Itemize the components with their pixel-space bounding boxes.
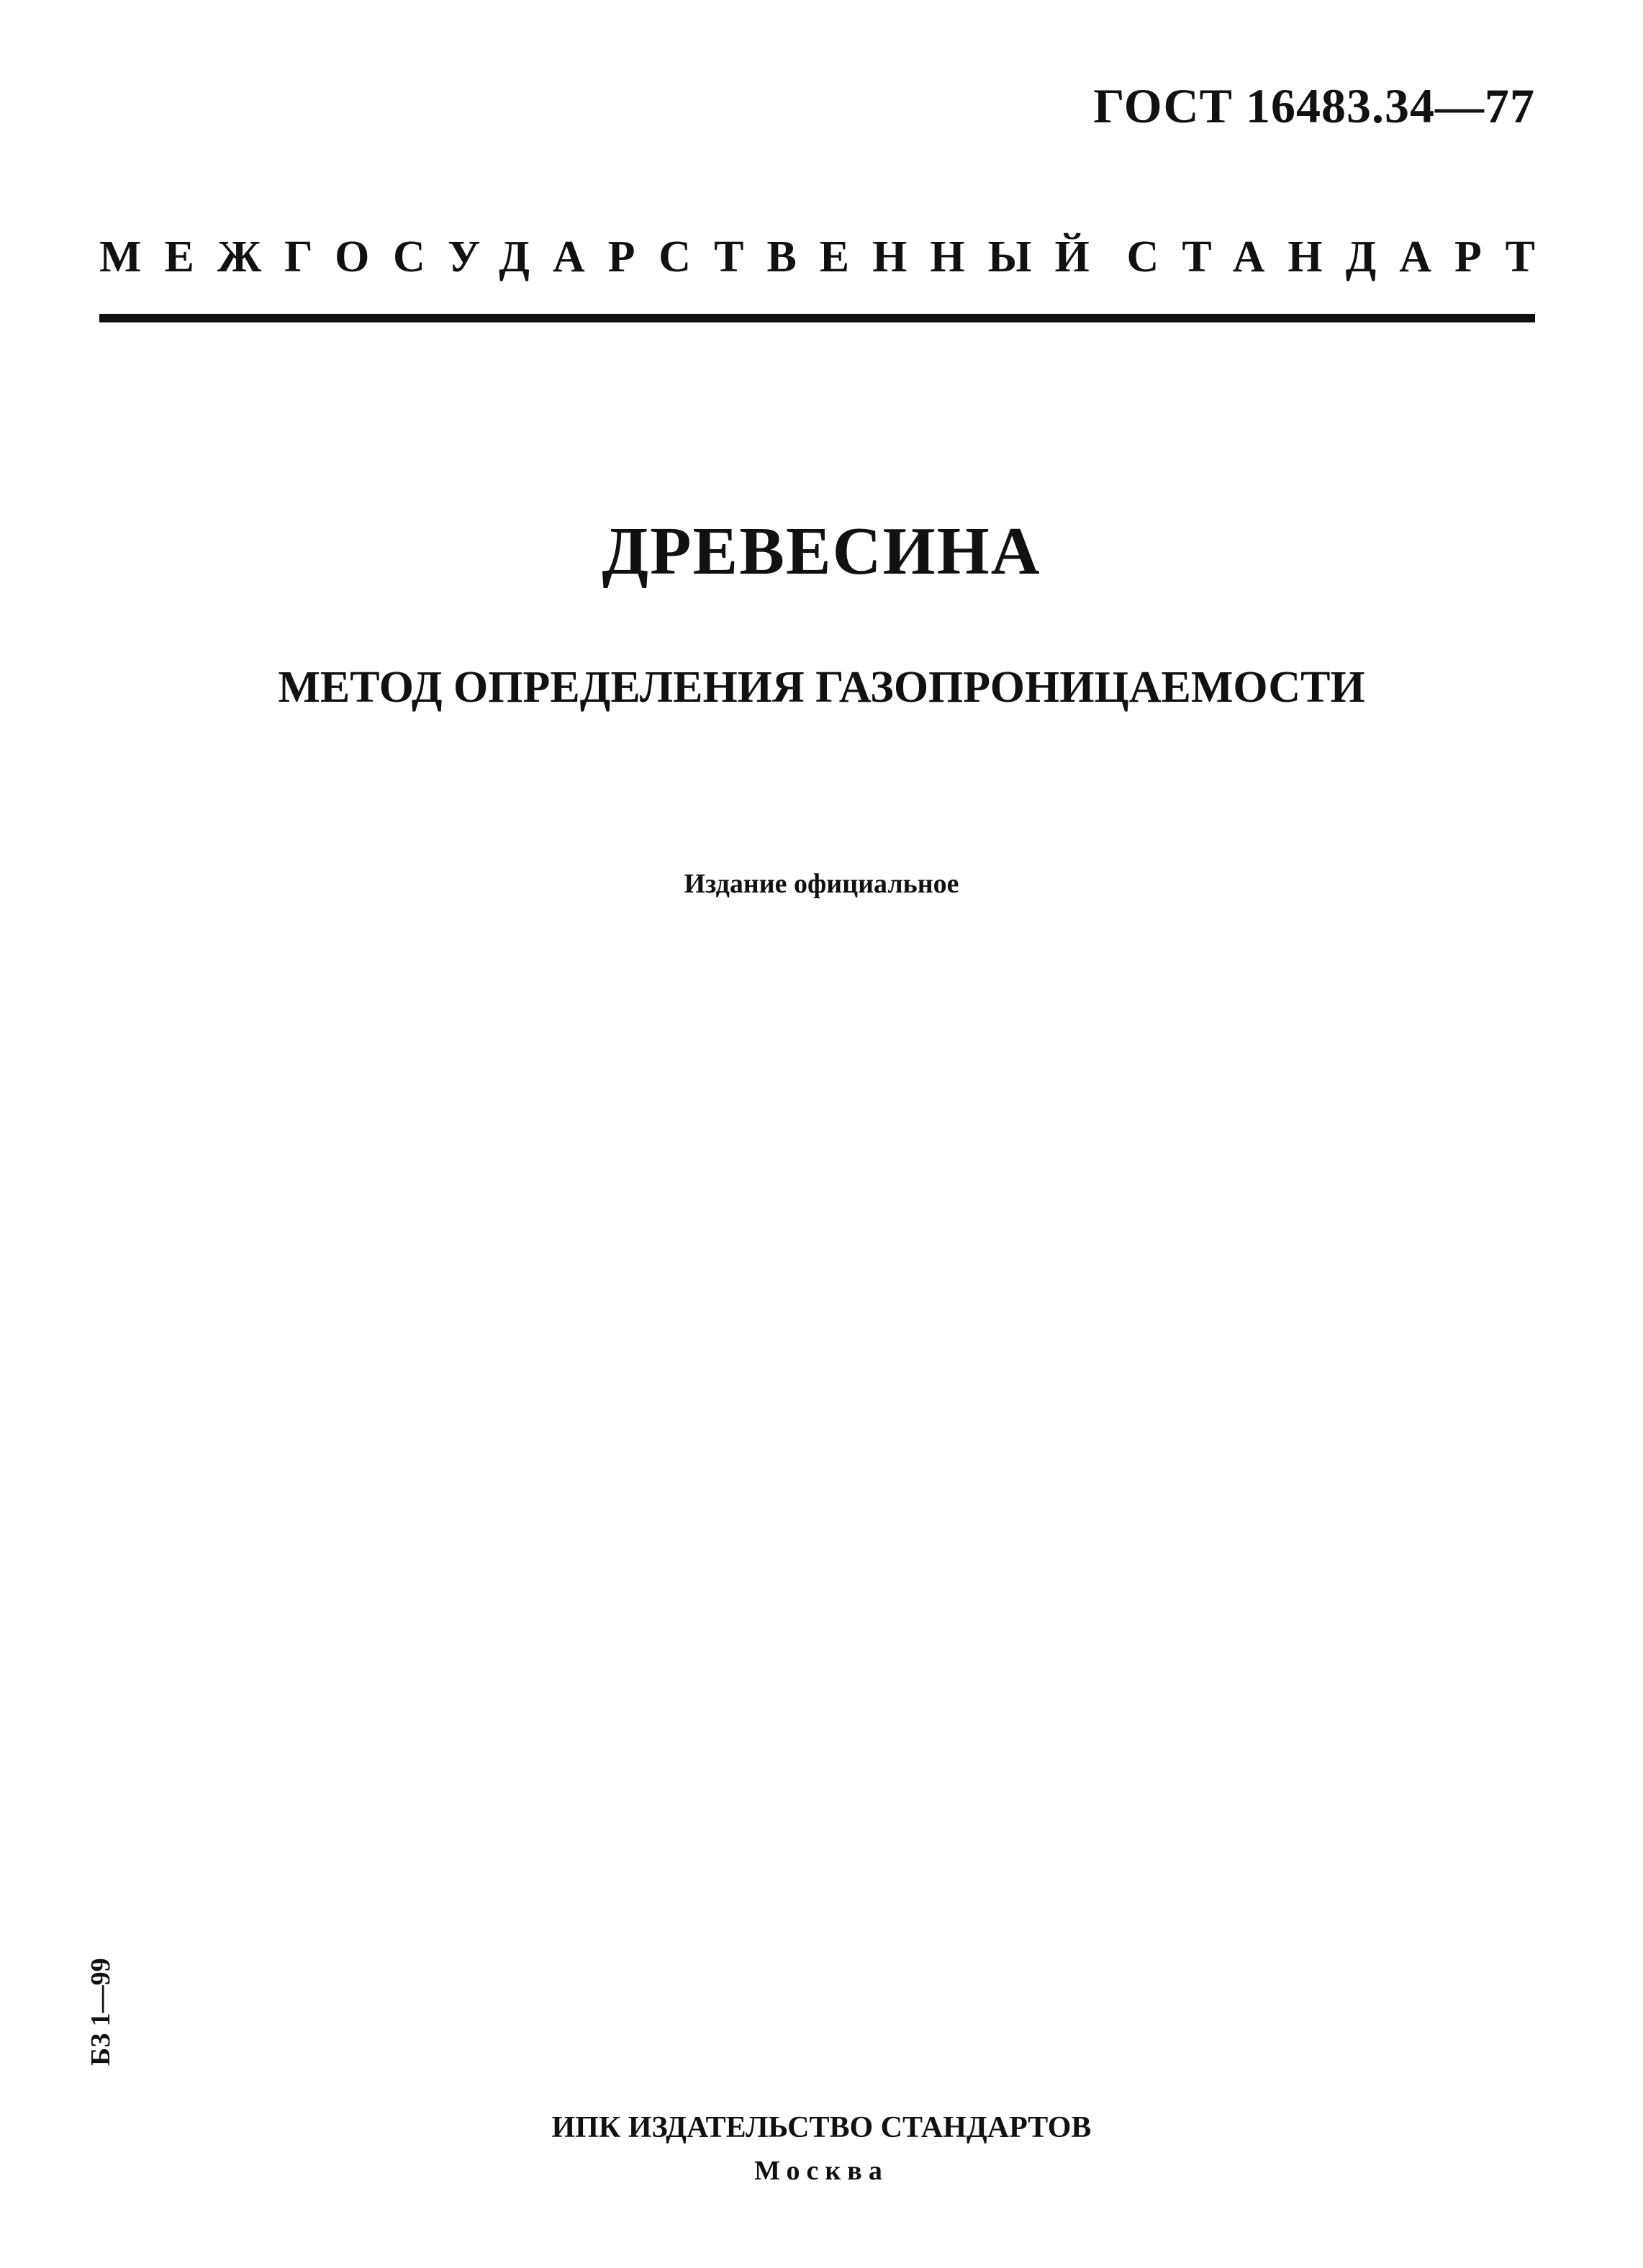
standard-type-word-standard: СТАНДАРТ: [1126, 232, 1558, 281]
side-code: БЗ 1—99: [86, 1958, 116, 2066]
publisher-name: ИПК ИЗДАТЕЛЬСТВО СТАНДАРТОВ: [551, 2111, 1092, 2144]
edition-note: Издание официальное: [684, 869, 959, 899]
document-number: ГОСТ 16483.34—77: [1093, 78, 1535, 133]
document-title: ДРЕВЕСИНА: [602, 514, 1041, 589]
standard-type-heading: [99, 232, 1558, 283]
publisher-city: Москва: [754, 2156, 889, 2186]
document-subtitle: МЕТОД ОПРЕДЕЛЕНИЯ ГАЗОПРОНИЦАЕМОСТИ: [278, 663, 1365, 712]
standard-type-word-interstate: МЕЖГОСУДАРСТВЕННЫЙ: [99, 232, 1113, 281]
header-rule: [99, 314, 1535, 322]
